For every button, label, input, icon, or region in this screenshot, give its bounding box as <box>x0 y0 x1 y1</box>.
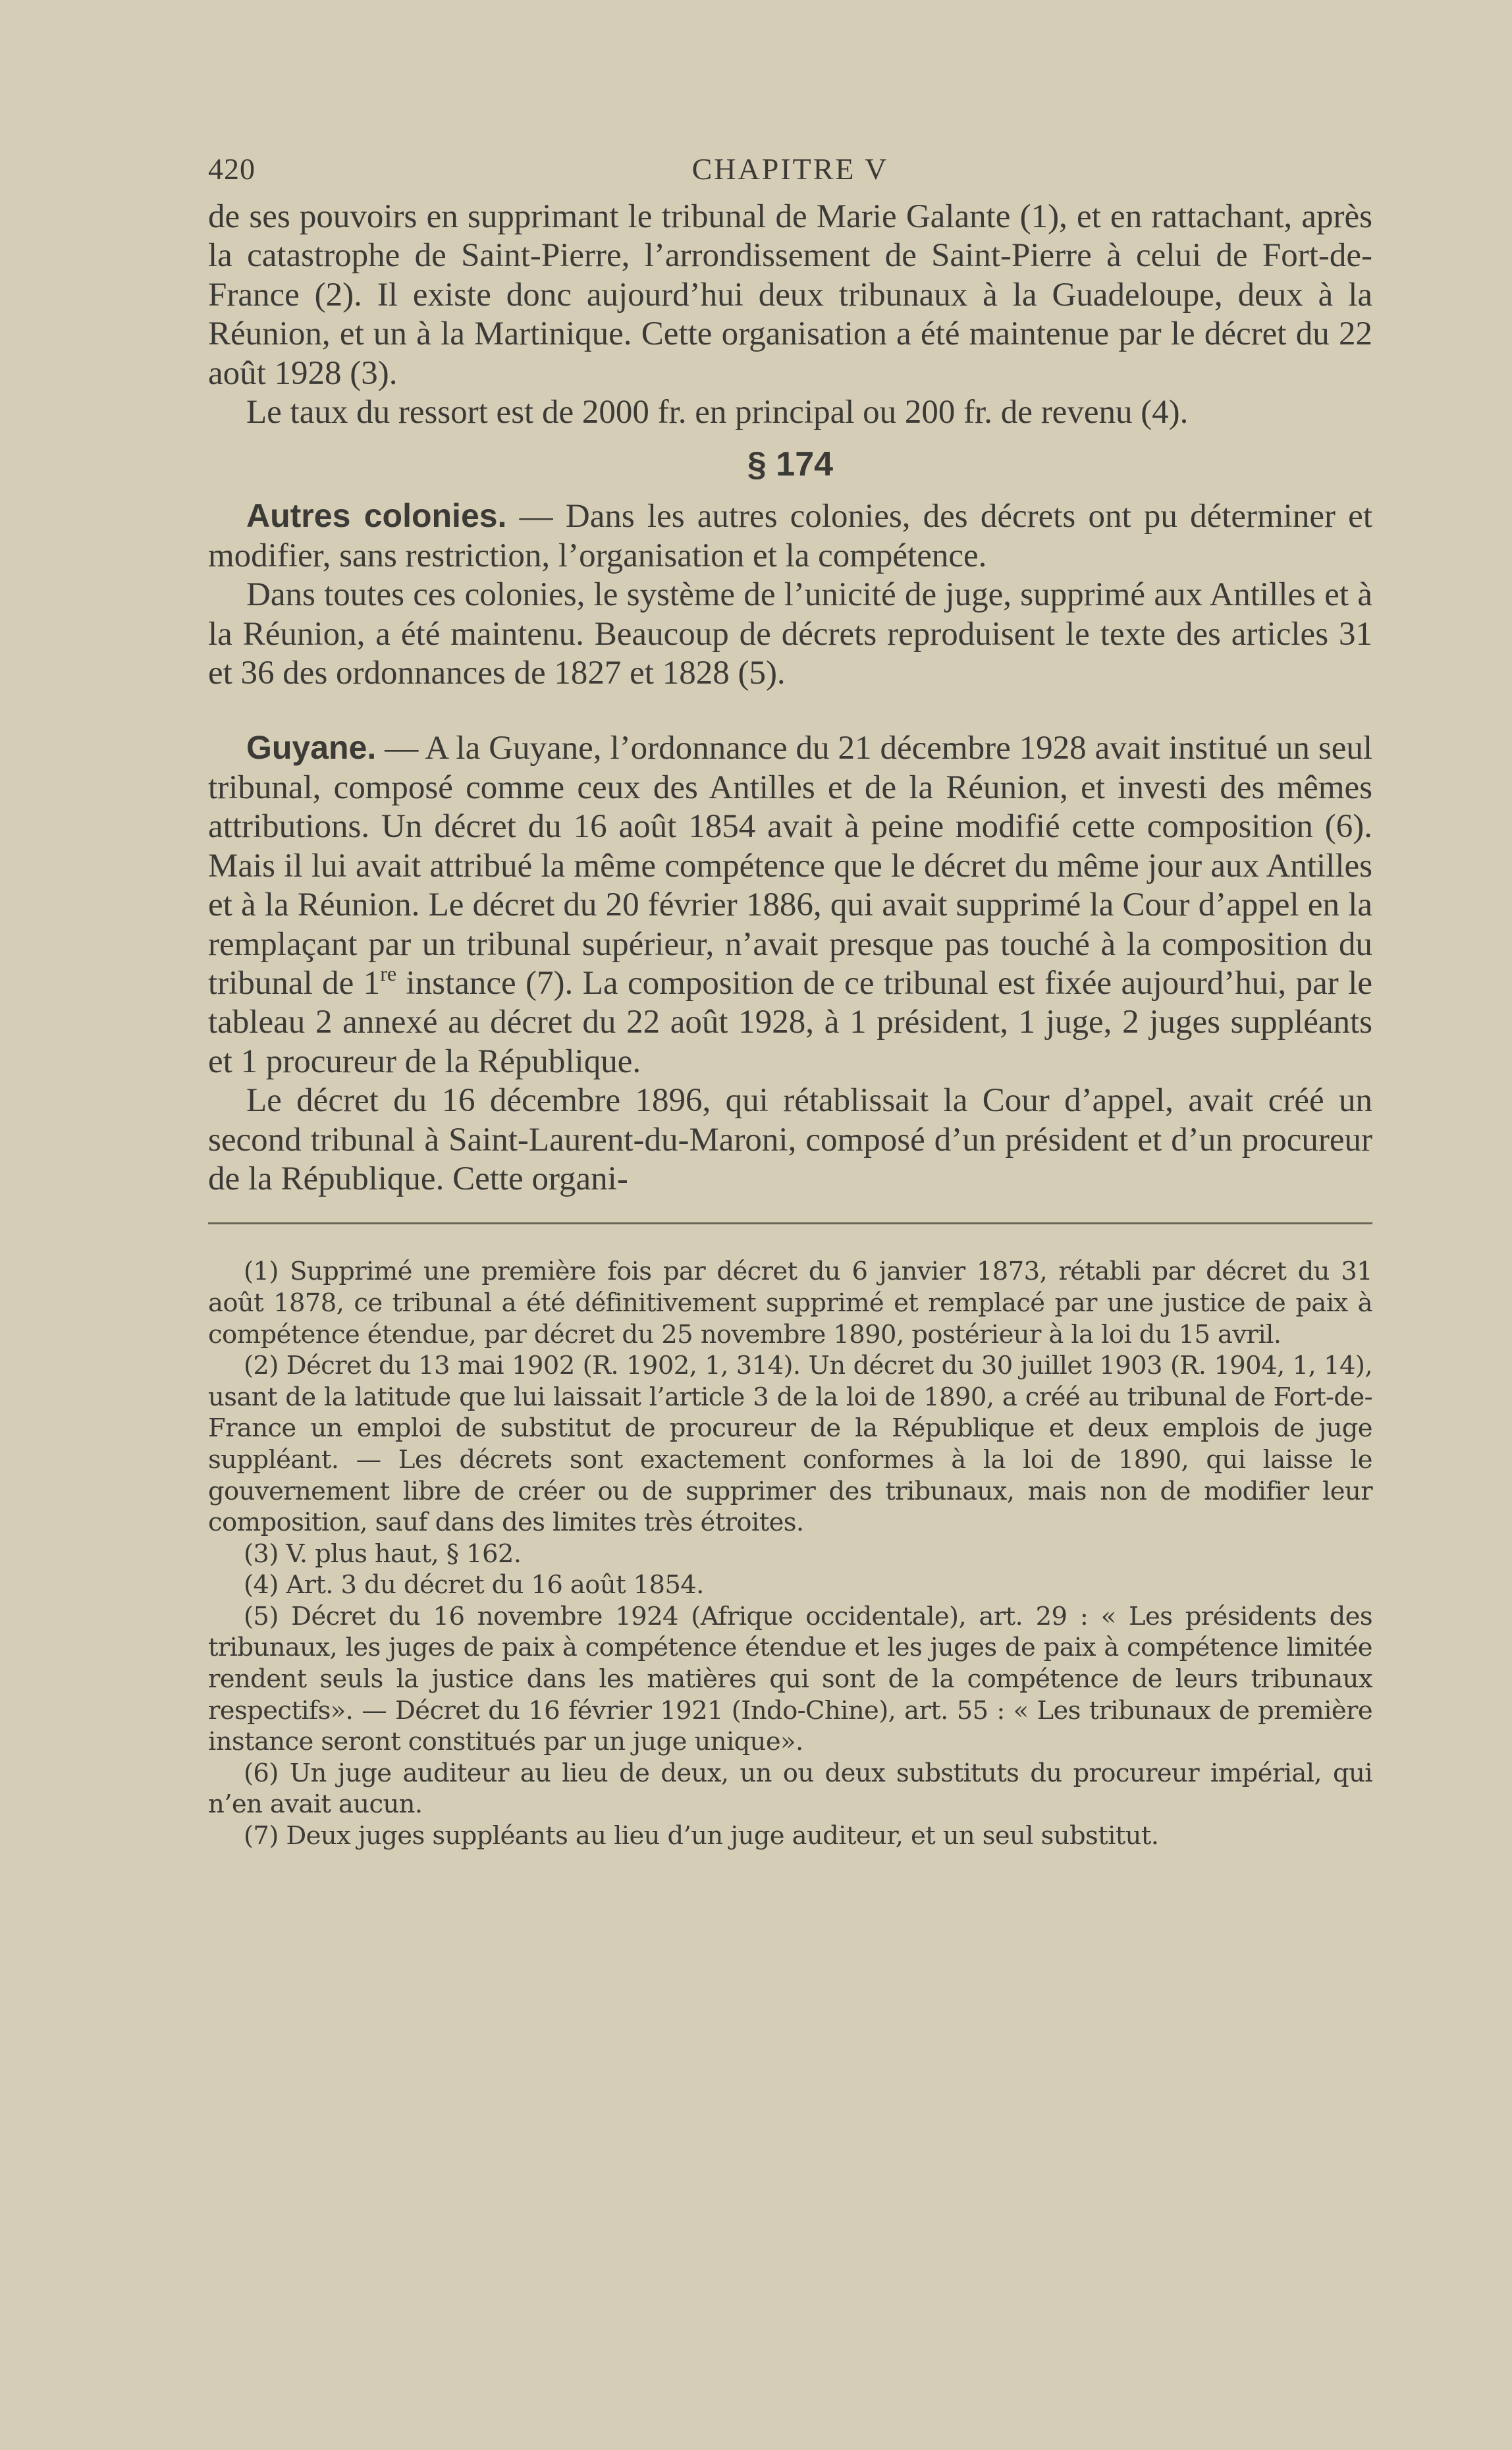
footnote-5: (5) Décret du 16 novembre 1924 (Afrique occidentale), art. 29 : « Les présidents des tribunaux, les juges de paix à compétence étendue et les juges de paix à compétence limitée rendent seuls la justice dans les matières qui sont de la compétence de leurs tribunaux respectifs». — Décret du 16 février 1921 (Indo-Chine), art. 55 : « Les tribunaux de première instance seront constitués par un juge unique». <box>208 1601 1372 1757</box>
paragraph-ressort: Le taux du ressort est de 2000 fr. en principal ou 200 fr. de revenu (4). <box>246 394 1189 431</box>
run-in-heading: Autres colonies. <box>246 497 507 535</box>
footnote-7: (7) Deux juges suppléants au lieu d’un juge auditeur, et un seul substitut. <box>244 1821 1159 1851</box>
footnote-3: (3) V. plus haut, § 162. <box>244 1538 522 1569</box>
paragraph-continuation: de ses pouvoirs en supprimant le tribunal de Marie Galante (1), et en rattachant, après la catastrophe de Saint-Pierre, l’arrondissement de Saint-Pierre à celui de Fort-de-France (2). Il existe donc aujourd’hui deux tribunaux à la Guadeloupe, deux à la Réunion, et un à la Martinique. Cette organisation a été maintenue par le décret du 22 août 1928 (3). <box>208 198 1372 392</box>
footnote-2: (2) Décret du 13 mai 1902 (R. 1902, 1, 314). Un décret du 30 juillet 1903 (R. 1904, 1, 14), usant de la latitude que lui laissait l’article 3 de la loi de 1890, a créé au tribunal de Fort-de-France un emploi de substitut de procureur de la République et deux emplois de juge suppléant. — Les décrets sont exactement conformes à la loi de 1890, qui laisse le gouvernement libre de créer ou de supprimer des tribunaux, mais non de modifier leur composition, sauf dans des limites très étroites. <box>208 1351 1372 1538</box>
paragraph-text: — A la Guyane, l’ordonnance du 21 décembre 1928 avait institué un seul tribunal, composé comme ceux des Antilles et de la Réunion, et investi des mêmes attributions. Un décret du 16 août 1854 avait à peine modifié cette composition (6). Mais il lui avait attribué la même compétence que le décret du même jour aux Antilles et à la Réunion. Le décret du 20 février 1886, qui avait supprimé la Cour d’appel en la remplaçant par un tribunal supérieur, n’avait presque pas touché à la composition du tribunal de 1 <box>208 730 1372 1002</box>
body-text <box>208 198 1372 1199</box>
footnote-6: (6) Un juge auditeur au lieu de deux, un ou deux substituts du procureur impérial, qui n’en avait aucun. <box>208 1758 1372 1820</box>
footnote-1: (1) Supprimé une première fois par décret du 6 janvier 1873, rétabli par décret du 31 août 1878, ce tribunal a été définitivement supprimé et remplacé par une justice de paix à compétence étendue, par décret du 25 novembre 1890, postérieur à la loi du 15 avril. <box>208 1257 1372 1349</box>
superscript: re <box>380 961 397 985</box>
paragraph-gap <box>208 693 1372 728</box>
paragraph-unicite: Dans toutes ces colonies, le système de l’unicité de juge, supprimé aux Antilles et à la Réunion, a été maintenu. Beaucoup de décrets reproduisent le texte des articles 31 et 36 des ordonnances de 1827 et 1828 (5). <box>208 576 1372 692</box>
section-heading: § 174 <box>747 445 834 484</box>
paragraph-autres-colonies <box>208 497 1372 576</box>
paragraph-text: instance (7). La composition de ce tribunal est fixée aujourd’hui, par le tableau 2 annexé au décret du 22 août 1928, à 1 président, 1 juge, 2 juges suppléants et 1 procureur de la République. <box>208 964 1373 1080</box>
chapter-title: CHAPITRE V <box>691 152 889 186</box>
footnote-rule <box>208 1222 1372 1224</box>
paragraph-text: — Dans les autres colonies, des décrets ont pu déterminer et modifier, sans restriction, l’organisation et la compétence. <box>208 498 1372 574</box>
paragraph-saint-laurent: Le décret du 16 décembre 1896, qui rétablissait la Cour d’appel, avait créé un second tribunal à Saint-Laurent-du-Maroni, composé d’un président et d’un procureur de la République. Cette organi- <box>208 1082 1372 1197</box>
footnotes <box>208 1256 1372 1851</box>
footnote-4: (4) Art. 3 du décret du 16 août 1854. <box>244 1570 704 1600</box>
page-number: 420 <box>208 152 256 186</box>
book-page <box>208 145 1372 1852</box>
run-in-heading: Guyane. <box>246 729 377 767</box>
paragraph-guyane <box>208 728 1372 1081</box>
running-head <box>208 145 1372 198</box>
